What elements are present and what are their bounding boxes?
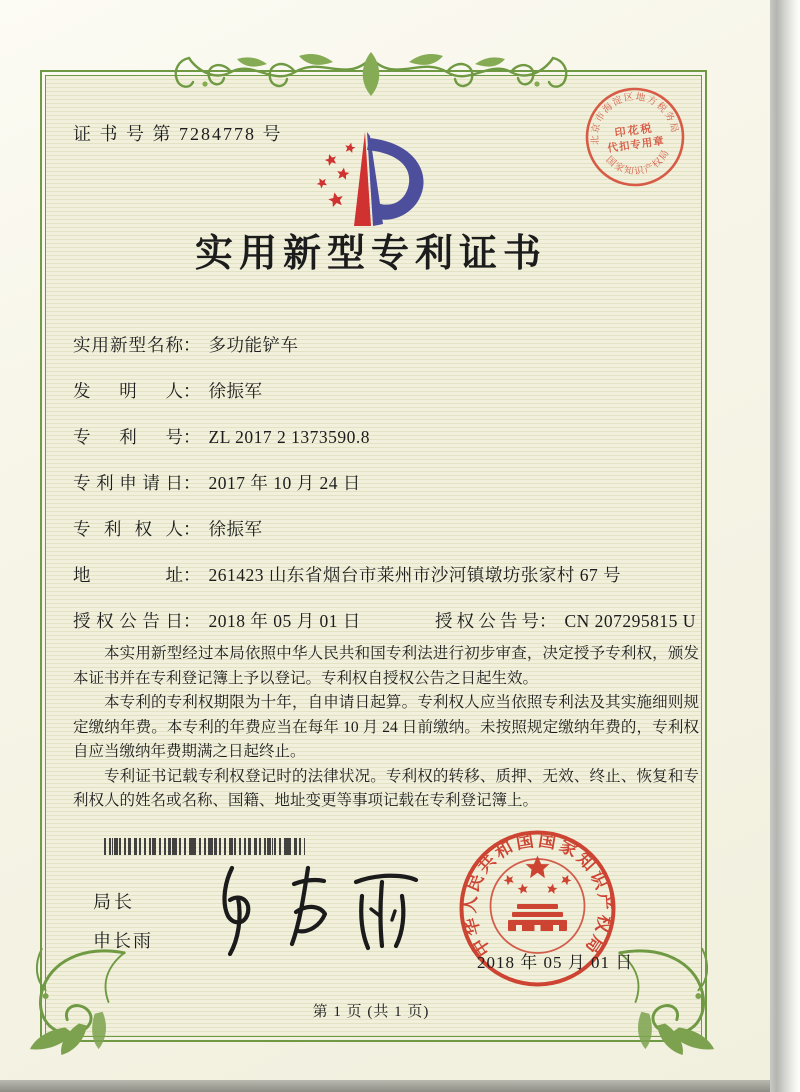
- barcode: [104, 838, 305, 855]
- director-signature: [198, 854, 428, 959]
- tax-stamp: [576, 78, 693, 195]
- field-colon: ：: [183, 427, 201, 447]
- signer-name: 申长雨: [93, 931, 153, 951]
- page-footer: 第 1 页 (共 1 页): [312, 1004, 430, 1020]
- grant-date-value: 2018 年 05 月 01 日: [208, 611, 361, 631]
- grant-number: [435, 608, 696, 633]
- field-label: 专利号: [73, 427, 183, 447]
- grant-no-value: CN 207295815 U: [564, 611, 696, 631]
- legal-text: [73, 642, 699, 814]
- paragraph-3: 专利证书记载专利权登记时的法律状况。专利权的转移、质押、无效、终止、恢复和专利权人的姓名或名称、国籍、地址变更等事项记载在专利登记簿上。: [73, 767, 699, 809]
- logo-stars: [315, 142, 357, 208]
- tax-stamp-arc-bottom: 国家知识产权局: [603, 147, 673, 178]
- field-label: 实用新型名称: [73, 335, 183, 355]
- tax-stamp-arc-top: 北京市海淀区地方税务局: [590, 92, 680, 146]
- seal-ring-text: 中华人民共和国国家知识产权局: [458, 829, 617, 960]
- tax-stamp-line1: 印花税: [614, 122, 655, 140]
- grant-no-label: 授权公告号: [435, 611, 539, 631]
- field-row: [73, 470, 361, 495]
- field-value: 徐振军: [208, 519, 263, 539]
- field-colon: ：: [183, 519, 201, 539]
- signer-block: [93, 888, 153, 953]
- field-colon: ：: [539, 611, 557, 631]
- field-value: 261423 山东省烟台市莱州市沙河镇墩坊张家村 67 号: [208, 565, 622, 585]
- field-value: ZL 2017 2 1373590.8: [208, 427, 370, 447]
- grant-row: [73, 608, 696, 633]
- top-ornament: [161, 32, 581, 104]
- field-label: 发明人: [73, 381, 183, 401]
- paragraph-2: 本专利的专利权期限为十年，自申请日起算。专利权人应当依照专利法及其实施细则规定缴纳年费。本专利的年费应当在每年 10 月 24 日前缴纳。未按照规定缴纳年费的，专利权自应当缴纳年费期满之日起终止。: [73, 694, 699, 760]
- page-title: 实用新型专利证书: [194, 233, 547, 275]
- field-row: [73, 378, 263, 403]
- seal-date: 2018 年 05 月 01 日: [477, 953, 634, 972]
- field-colon: ：: [183, 565, 201, 585]
- field-colon: ：: [183, 381, 201, 401]
- grant-date-label: 授权公告日: [73, 611, 183, 631]
- field-row: [73, 562, 621, 587]
- scan-edge-bottom: [0, 1080, 770, 1092]
- field-row: [73, 424, 370, 449]
- field-label: 专利权人: [73, 519, 183, 539]
- field-label: 专利申请日: [73, 473, 183, 493]
- field-colon: ：: [183, 335, 201, 355]
- field-colon: ：: [183, 473, 201, 493]
- scan-edge-right: [770, 0, 800, 1092]
- field-label: 地址: [73, 565, 183, 585]
- field-colon: ：: [183, 611, 201, 631]
- field-row: [73, 332, 299, 357]
- certificate-number: 证 书 号 第 7284778 号: [73, 124, 283, 144]
- field-value: 徐振军: [208, 381, 263, 401]
- field-value: 多功能铲车: [208, 335, 299, 355]
- field-value: 2017 年 10 月 24 日: [208, 473, 361, 493]
- paragraph-1: 本实用新型经过本局依照中华人民共和国专利法进行初步审查，决定授予专利权，颁发本证书并在专利登记簿上予以登记。专利权自授权公告之日起生效。: [73, 645, 699, 687]
- field-row: [73, 516, 263, 541]
- tax-stamp-line2: 代扣专用章: [606, 135, 666, 155]
- signer-title: 局长: [93, 892, 135, 912]
- logo-p-mark: [354, 132, 424, 226]
